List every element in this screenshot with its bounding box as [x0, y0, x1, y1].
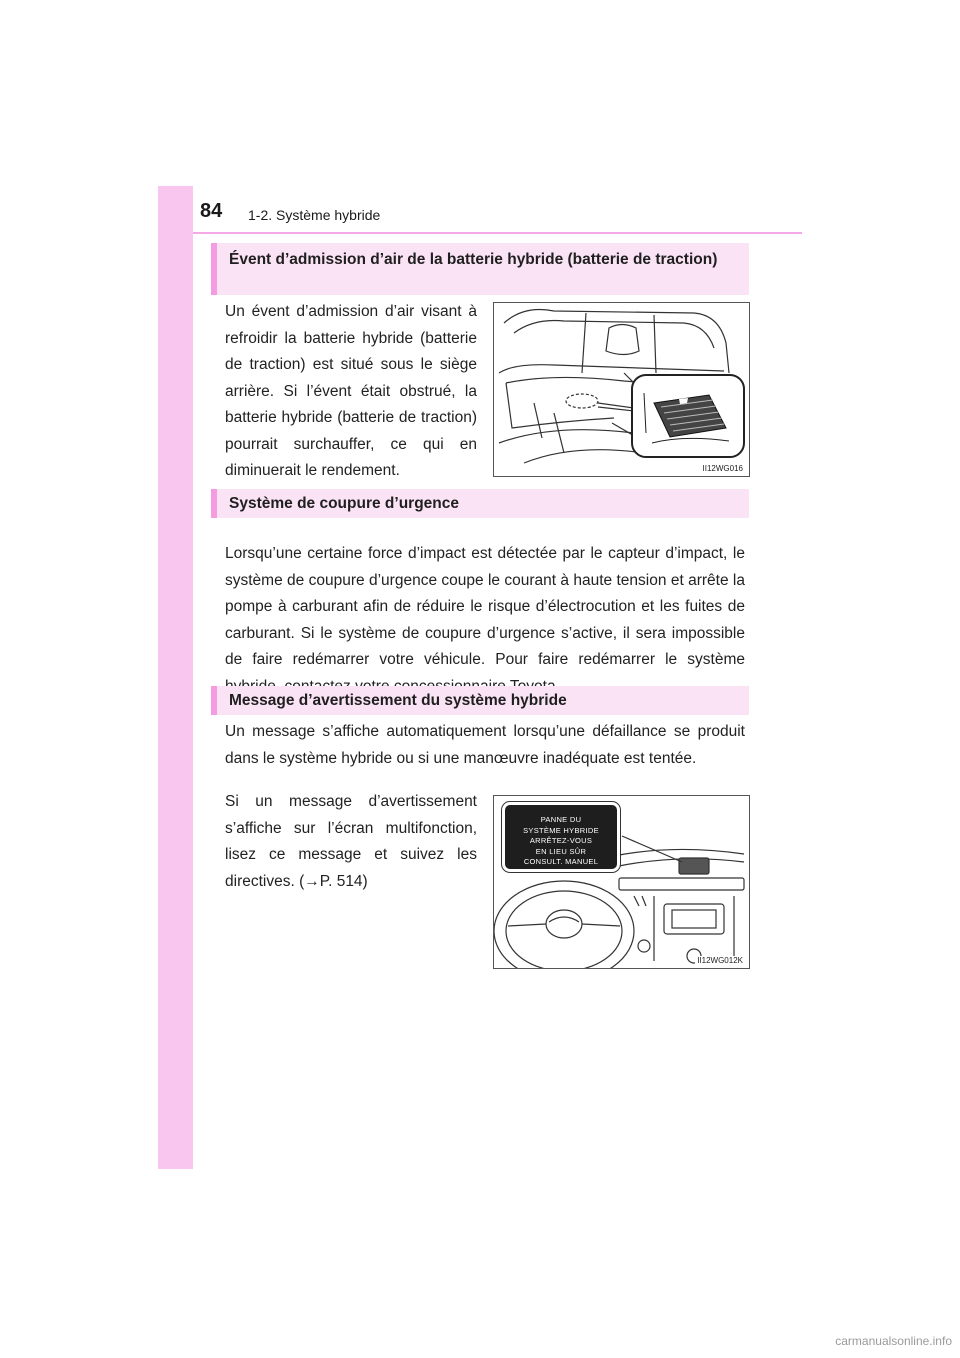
message-line: SYSTÈME HYBRIDE: [523, 825, 599, 835]
paragraph-warning-instructions: Si un message d’avertissement s’affiche sur l’écran multifonction, lisez ce message et suivez les directives. (→P. 514): [225, 793, 477, 890]
page-number: 84: [200, 200, 223, 222]
figure-code: II12WG016: [702, 464, 743, 473]
side-color-strip: [158, 186, 193, 1169]
paragraph-emergency-cutoff: Lorsqu’une certaine force d’impact est détectée par le capteur d’impact, le système de coupure d’urgence coupe le courant à haute tension et arrête la pompe à carburant afin de réduire le risque d’électrocution et les fuites de carburant. Si le système de coupure d’urgence s’active, il sera impossible de faire redémarrer votre véhicule. Pour faire redémarrer le système: [225, 545, 745, 668]
message-line: PANNE DU: [540, 815, 582, 824]
message-line: EN LIEU SÛR: [535, 846, 587, 856]
header-divider: [193, 232, 802, 234]
warning-display-message: [502, 802, 620, 872]
figure-dashboard-display: [493, 795, 750, 969]
paragraph-warning-intro: Un message s’affiche automatiquement lorsqu’une défaillance se produit dans le système hybride ou si une manœuvre inadéquate est tentée.: [225, 723, 745, 767]
heading-emergency-cutoff: Système de coupure d’urgence: [211, 489, 749, 518]
section-title: 1-2. Système hybride: [248, 207, 381, 223]
message-line: CONSULT. MANUEL: [523, 857, 599, 866]
heading-hybrid-warning-message: Message d’avertissement du système hybride: [211, 686, 749, 715]
figure-code: II12WG012K: [697, 956, 743, 965]
message-line: ARRÊTEZ-VOUS: [529, 836, 593, 845]
heading-air-intake-vent: Évent d’admission d’air de la batterie hybride (batterie de traction): [211, 243, 749, 295]
rear-seat-illustration: [494, 303, 749, 476]
watermark: carmanualsonline.info: [835, 1334, 952, 1348]
paragraph-air-intake-vent: Un évent d’admission d’air visant à refroidir la batterie hybride (batterie de traction) est situé sous le siège arrière. Si l’évent était obstrué, la batterie hybride (batterie de traction) pourrait surchauffer, ce qui en diminuerait le rendement.: [225, 303, 477, 479]
figure-rear-seat-vent: [493, 302, 750, 477]
